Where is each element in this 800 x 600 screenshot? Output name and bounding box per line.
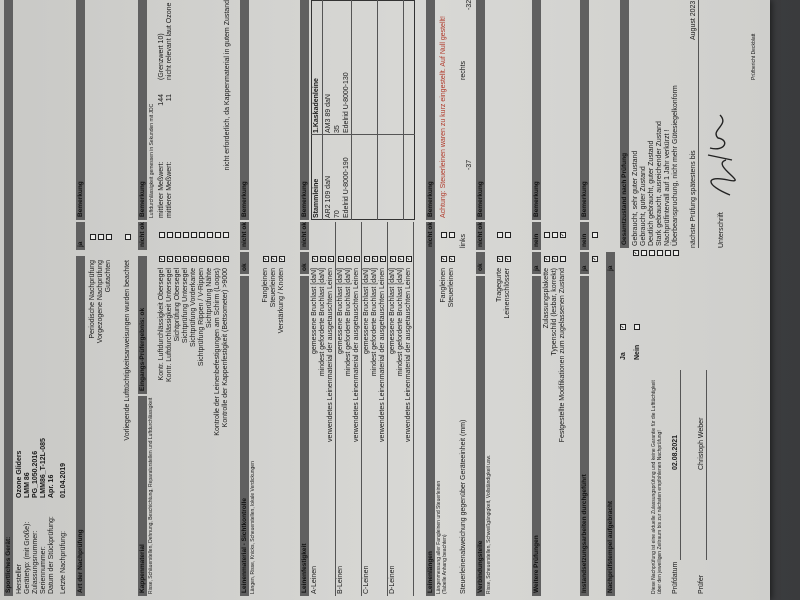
zustand-checkbox[interactable] — [657, 250, 663, 256]
verbindung-nicht-checkbox[interactable] — [497, 232, 503, 238]
verbindung-item: Leinenschlösser — [504, 268, 511, 319]
weitere-item: Zulassungsplakette — [543, 268, 550, 329]
festigkeit-ok-checkbox[interactable]: ✓ — [312, 255, 318, 261]
divider-line — [361, 222, 362, 596]
festigkeit-row: verwendetes Leinenmaterial der ausgetauschten Leinen — [327, 268, 334, 442]
festigkeit-ok-checkbox[interactable]: ✓ — [390, 255, 396, 261]
kappe-item: Kontrolle der Kappenfestigkeit (Bettsometer) >9000 — [222, 268, 229, 428]
table-cell: 70 — [334, 210, 341, 218]
festigkeit-ok-checkbox[interactable]: ✓ — [328, 255, 334, 261]
section-festigkeit-header: Leinenfestigkeit — [300, 276, 309, 596]
col-header-bemerkung: Bemerkung — [240, 0, 249, 220]
section-leinen-sicht-header: Leinenmaterial - Sichtkontrolle — [240, 276, 249, 596]
laengen-diff-label: Steuerleinenabweichung gegenüber Geräteeinheit (mm) — [460, 419, 467, 594]
weitere-ja-checkbox[interactable]: ✓ — [544, 255, 550, 261]
naechste-label: nächste Prüfung spätestens bis — [690, 150, 697, 248]
zustand-option: Überbeanspruchung, nicht mehr Gütesiegelkonform — [672, 85, 679, 246]
table-cell: AM3 89 daN — [325, 94, 332, 133]
zustand-header: Gesamtzustand nach Prüfung — [620, 0, 629, 248]
leinen-sicht-item: Verstärkung / Knoten — [278, 268, 285, 334]
section-kappe-header: Kappenmaterial — [138, 396, 147, 596]
festigkeit-row: mindest geforderte Bruchlast [daN] — [371, 268, 378, 377]
naechste-value: August 2023 — [690, 0, 697, 40]
section-weitere-header: Weitere Prüfungen — [532, 276, 541, 596]
laengen-item: Fangleinen — [440, 268, 447, 303]
col-header-nicht-ok: nicht ok — [426, 222, 435, 250]
weitere-nein-checkbox[interactable]: ✓ — [560, 231, 566, 237]
festigkeit-row: gemessene Bruchlast [daN] — [311, 268, 318, 354]
table-cell: Edelrid U-8000-190 — [343, 157, 350, 218]
festigkeit-ok-checkbox[interactable]: ✓ — [398, 255, 404, 261]
divider-line — [322, 0, 323, 220]
kappe-bem-value: 144 — [158, 94, 165, 106]
kappe-item: Sichtprüfung Nähte — [206, 268, 213, 328]
unterschrift-label: Unterschrift — [718, 212, 725, 248]
kappe-ok-checkbox[interactable]: ✓ — [191, 255, 197, 261]
table-cell: 35 — [334, 125, 341, 133]
table-cell: AR2 109 daN — [325, 175, 332, 218]
kappe-item: Kontrolle der Leinenbefestigungen am Schirm (Loops) — [214, 268, 221, 436]
kappe-item: Sichtprüfung Vorderkante — [190, 268, 197, 347]
festigkeit-ok-checkbox[interactable]: ✓ — [364, 255, 370, 261]
divider-line — [377, 0, 378, 220]
kappe-nicht-checkbox[interactable] — [191, 232, 197, 238]
kappe-subtitle: Risse, Schäuerstellen, Dehnung, Beschichtung, Reparaturstellen und Luftdurchlässigkeit — [148, 397, 154, 594]
festigkeit-ok-checkbox[interactable]: ✓ — [320, 255, 326, 261]
pruefer-value: Christoph Weber — [698, 417, 705, 470]
kappe-eingangs-header: Eingangs-Prüfergebnis: ok — [138, 256, 147, 394]
art-checkbox[interactable] — [90, 234, 96, 240]
col-header-nein: nein — [532, 222, 541, 250]
kappe-ok-checkbox[interactable]: ✓ — [159, 255, 165, 261]
col-header-ja: ja — [76, 222, 85, 250]
laengen-ok-checkbox[interactable]: ✓ — [441, 255, 447, 261]
festigkeit-row: gemessene Bruchlast [daN] — [337, 268, 344, 354]
festigkeit-ok-checkbox[interactable]: ✓ — [354, 255, 360, 261]
leinen-group-name: A-Leinen — [311, 565, 318, 594]
leinen-group-name: D-Leinen — [389, 565, 396, 594]
stamp-text: Prüfbericht Deckblatt — [751, 33, 757, 80]
kappe-bem-value: 11 — [166, 94, 173, 102]
divider-line — [706, 370, 707, 560]
kappe-nicht-checkbox[interactable] — [159, 232, 165, 238]
art-checkbox[interactable] — [98, 234, 104, 240]
leinen-sicht-subtitle: Längen, Risse, Knicks, Scheuerstellen, lokale Verdickungen — [250, 461, 256, 594]
pruefdatum-value: 02.08.2021 — [672, 434, 679, 470]
kappe-bem-label: mittlerer Meßwert: — [166, 161, 173, 218]
kappe-nicht-checkbox[interactable] — [223, 232, 229, 238]
section-stempel-header: Nachprüfstempel aufgebracht — [606, 266, 615, 596]
pruefer-label: Prüfer — [698, 574, 705, 594]
divider-line — [335, 222, 336, 596]
col-header-nicht-ok: nicht ok — [300, 222, 309, 250]
zustand-option: Gebraucht, sehr guter Zustand — [632, 150, 639, 246]
art-note: Vorliegende Lufttüchtigkeitsanweisungen wurden beachtet — [124, 260, 131, 441]
col-header-nicht-ok: nicht ok — [240, 222, 249, 250]
art-item: Periodische Nachprüfung — [89, 260, 96, 339]
leinen-group-name: B-Leinen — [337, 565, 344, 594]
festigkeit-row: verwendetes Leinenmaterial der ausgetauschten Leinen — [353, 268, 360, 442]
laengen-links-label: links — [460, 233, 467, 248]
kappe-ok-checkbox[interactable]: ✓ — [183, 255, 189, 261]
zustand-checkbox[interactable] — [673, 250, 679, 256]
stempel-nein-label: Nein — [634, 344, 641, 360]
stempel-note2: über den jeweiligen Zeitraum bis zur nächsten empfohlenen Nachprüfung! — [657, 430, 663, 594]
verbindung-ok-checkbox[interactable]: ✓ — [505, 255, 511, 261]
festigkeit-row: gemessene Bruchlast [daN] — [389, 268, 396, 354]
weitere-item: Festgestellte Modifikationen zum zugelassenen Zustand — [559, 268, 566, 443]
zustand-checkbox[interactable] — [649, 250, 655, 256]
table-header: Stammleine — [313, 178, 320, 218]
table-header: 1.Kaskadenleine — [313, 78, 320, 133]
geraet-label: Gerätetyp: (mit Größe): — [24, 521, 31, 594]
leinen-sicht-item: Steuerleinen — [270, 268, 277, 308]
kappe-item: Sichtprüfung Untersegel — [182, 268, 189, 344]
kappe-nicht-checkbox[interactable] — [175, 232, 181, 238]
kappe-ok-checkbox[interactable]: ✓ — [199, 255, 205, 261]
divider-line — [698, 0, 699, 248]
kappe-ok-checkbox[interactable]: ✓ — [207, 255, 213, 261]
festigkeit-row: verwendetes Leinenmaterial der ausgetauschten Leinen — [405, 268, 412, 442]
leinen-sicht-item: Fangleinen — [262, 268, 269, 303]
handwritten-signature — [700, 110, 740, 200]
col-header-nein: nein — [580, 222, 589, 250]
col-header-bemerkung: Bemerkung — [426, 0, 435, 220]
section-geraet-header: Sportliches Gerät: — [4, 0, 13, 596]
col-header-ja: ja — [606, 252, 615, 274]
festigkeit-row: gemessene Bruchlast [daN] — [363, 268, 370, 354]
kappe-bem-note: (Grenzwert 10) — [158, 33, 165, 80]
kappe-ok-checkbox[interactable]: ✓ — [215, 255, 221, 261]
geraet-value: LMM 86 — [24, 472, 31, 498]
leinen-sicht-ok-checkbox[interactable]: ✓ — [279, 255, 285, 261]
letzte-value: 01.04.2019 — [60, 462, 67, 498]
col-header-ok: ok — [476, 252, 485, 274]
festigkeit-row: mindest geforderte Bruchlast [daN] — [319, 268, 326, 377]
kappe-item: Sichtprüfung Rippen / V-Rippen — [198, 268, 205, 367]
pruefdatum-label: Prüfdatum — [672, 561, 679, 594]
col-header-ja: ja — [580, 252, 589, 274]
geraet-label: Zulassungsnummer: — [32, 530, 39, 594]
verbindung-subtitle: Risse, Scheuerstellen, Schweißgängigkeit, Vollständigkeit usw. — [486, 454, 492, 594]
leinen-sicht-ok-checkbox[interactable]: ✓ — [271, 255, 277, 261]
col-header-bemerkung: Bemerkung — [300, 0, 309, 220]
kappe-item: Kontr. Luftdurchlässigkeit Obersegel — [158, 268, 165, 381]
laengen-sub1: Längenmessung aller Fangleinen und Steuerleinen — [436, 480, 442, 594]
weitere-ja-checkbox[interactable] — [560, 256, 566, 262]
kappe-ok-checkbox[interactable]: ✓ — [223, 255, 229, 261]
festigkeit-ok-checkbox[interactable]: ✓ — [406, 255, 412, 261]
art-note-checkbox[interactable] — [125, 234, 131, 240]
kappe-nicht-checkbox[interactable] — [183, 232, 189, 238]
kappe-ok-checkbox[interactable]: ✓ — [167, 255, 173, 261]
zustand-option: Gebraucht, guter Zustand — [640, 166, 647, 246]
table-cell: Edelrid U-8000-130 — [343, 72, 350, 133]
geraet-value: LMM86_T-12L-085 — [40, 438, 47, 498]
festigkeit-ok-checkbox[interactable]: ✓ — [372, 255, 378, 261]
laengen-note-red: Achtung: Steuerleinen waren zu kurz eingestellt. Auf Null gestellt! — [440, 16, 447, 218]
laengen-rechts-label: rechts — [460, 60, 467, 80]
col-header-ja: ja — [532, 252, 541, 274]
instand-ja-checkbox[interactable]: ✓ — [592, 255, 598, 261]
kappe-bem-title: Luftdurchlässigkeit gemessen in Sekunden mit JDC — [149, 103, 155, 218]
kappe-nicht-checkbox[interactable] — [207, 232, 213, 238]
col-header-bemerkung: Bemerkung — [476, 0, 485, 220]
zustand-option: Nachprüfintervall auf 1 Jahr verkürzt ! — [664, 129, 671, 246]
laengen-ok-checkbox[interactable]: ✓ — [449, 255, 455, 261]
kappe-nicht-checkbox[interactable] — [199, 232, 205, 238]
divider-line — [351, 0, 352, 220]
kappe-bem-label: mittlerer Meßwert: — [158, 161, 165, 218]
col-header-nicht-ok: nicht ok — [138, 222, 147, 250]
col-header-bemerkung: Bemerkung — [76, 0, 85, 220]
festigkeit-row: mindest geforderte Bruchlast [daN] — [397, 268, 404, 377]
geraet-label: Datum der Stückprüfung: — [48, 516, 55, 594]
divider-line — [403, 0, 404, 220]
geraet-value: Ozone Gliders — [16, 450, 23, 498]
art-item: Gutachten — [105, 260, 112, 293]
kappe-item: Kontr. Luftdurchlässigkeit Untersegel — [166, 268, 173, 383]
geraet-value: PG_1050.2016 — [32, 450, 39, 498]
zustand-option: Deutlich gebraucht, guter Zustand — [648, 140, 655, 246]
verbindung-nicht-checkbox[interactable] — [505, 232, 511, 238]
divider-line — [680, 370, 681, 560]
weitere-item: Typenschild (lesbar, korrekt) — [551, 268, 558, 356]
col-header-ok: ok — [240, 252, 249, 274]
laengen-links-value: -37 — [466, 159, 473, 170]
stempel-ja-label: Ja — [620, 352, 627, 360]
weitere-nein-checkbox[interactable] — [544, 232, 550, 238]
letzte-label: Letzte Nachprüfung: — [60, 530, 67, 594]
instand-nein-checkbox[interactable] — [592, 232, 598, 238]
weitere-nein-checkbox[interactable] — [552, 232, 558, 238]
kappe-ok-checkbox[interactable]: ✓ — [175, 255, 181, 261]
geraet-label: Hersteller — [16, 564, 23, 594]
laengen-sub2: (Tabelle Anhang beachten) — [442, 534, 448, 594]
zustand-checkbox[interactable] — [641, 250, 647, 256]
col-header-nicht-ok: nicht ok — [476, 222, 485, 250]
art-item: Vorgezogene Nachprüfung — [97, 260, 104, 344]
geraet-label: Seriennummer: — [40, 546, 47, 594]
kappe-bem-note: nicht erforderlich, da Kappenmaterial in gutem Zustand — [224, 0, 231, 171]
col-header-bemerkung: Bemerkung — [532, 0, 541, 220]
col-header-ok: ok — [300, 252, 309, 274]
festigkeit-row: mindest geforderte Bruchlast [daN] — [345, 268, 352, 377]
stempel-nein-checkbox[interactable] — [634, 324, 640, 330]
kappe-bem-note: nicht relevant laut Ozone — [166, 2, 173, 80]
section-leinenlaengen-header: Leinenlängen — [426, 250, 435, 596]
zustand-option: Stark gebraucht, ausreichender Zustand — [656, 121, 663, 246]
kappe-nicht-checkbox[interactable] — [167, 232, 173, 238]
stempel-ja-checkbox[interactable]: ✓ — [620, 323, 626, 329]
festigkeit-ok-checkbox[interactable]: ✓ — [338, 255, 344, 261]
col-header-bemerkung: Bemerkung — [580, 0, 589, 220]
laengen-item: Steuerleinen — [448, 268, 455, 308]
festigkeit-ok-checkbox[interactable]: ✓ — [380, 255, 386, 261]
zustand-checkbox[interactable]: ✓ — [633, 249, 639, 255]
kappe-nicht-checkbox[interactable] — [215, 232, 221, 238]
stempel-note1: Diese Nachprüfung ist eine aktuelle Zulassungsprüfung und keine Garantie für die Lufttüchtigkeit — [651, 380, 657, 594]
geraet-value: Apr. 16 — [48, 474, 55, 498]
festigkeit-ok-checkbox[interactable]: ✓ — [346, 255, 352, 261]
art-checkbox[interactable] — [106, 234, 112, 240]
divider-line — [387, 222, 388, 596]
section-art-header: Art der Nachprüfung — [76, 256, 85, 596]
laengen-nicht-checkbox[interactable] — [441, 232, 447, 238]
kappe-item: Sichtprüfung Obersegel — [174, 268, 181, 342]
leinen-group-name: C-Leinen — [363, 565, 370, 594]
weitere-ja-checkbox[interactable]: ✓ — [552, 255, 558, 261]
verbindung-ok-checkbox[interactable]: ✓ — [497, 255, 503, 261]
laengen-rechts-value: -32 — [466, 0, 473, 10]
leinen-sicht-ok-checkbox[interactable]: ✓ — [263, 255, 269, 261]
verbindung-item: Tragegurte — [496, 268, 503, 302]
divider-line — [413, 222, 414, 596]
table-divider — [311, 134, 415, 135]
col-header-bemerkung: Bemerkung — [138, 0, 147, 220]
section-verbindung-header: Verbindungsteile — [476, 276, 485, 596]
festigkeit-row: verwendetes Leinenmaterial der ausgetauschten Leinen — [379, 268, 386, 442]
laengen-nicht-checkbox[interactable] — [449, 232, 455, 238]
section-instand-header: Instandsetzungsarbeiten durchgeführt — [580, 276, 589, 596]
zustand-checkbox[interactable] — [665, 250, 671, 256]
